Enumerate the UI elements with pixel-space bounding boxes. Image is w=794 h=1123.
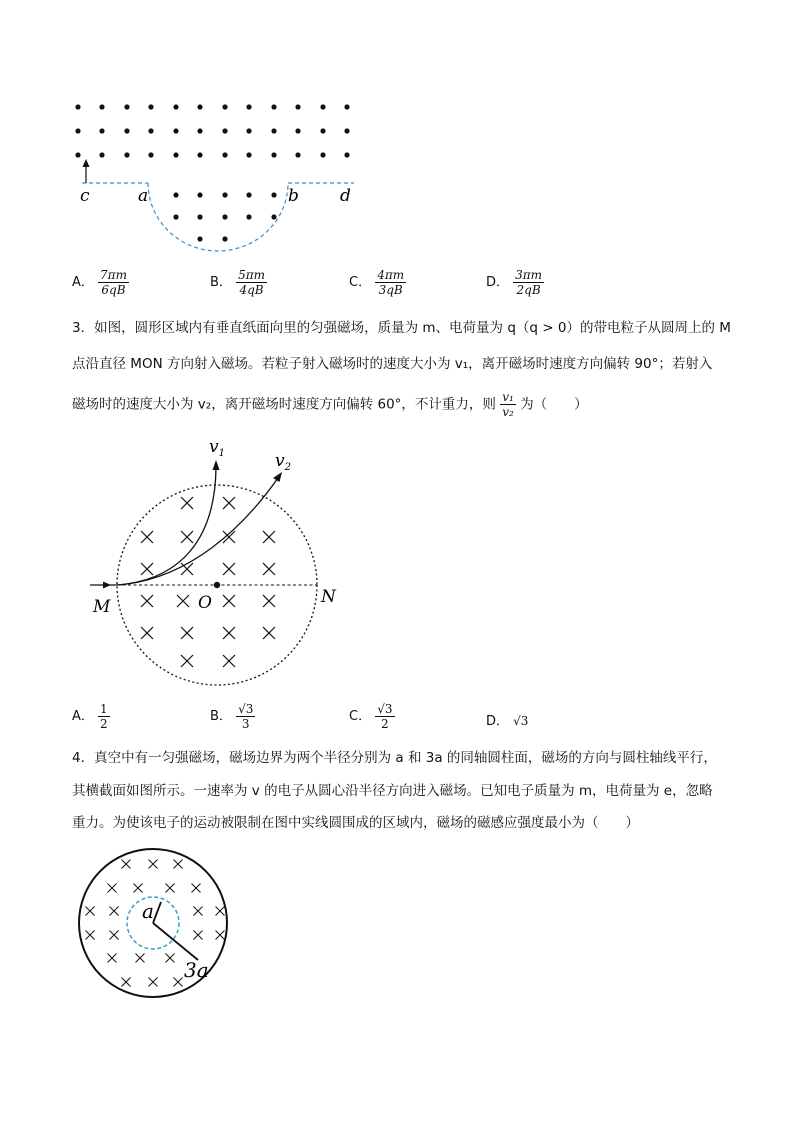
incident-arrow-head xyxy=(103,582,111,589)
field-dot xyxy=(148,128,153,133)
q2-options xyxy=(72,268,722,308)
field-dot xyxy=(99,152,104,157)
q3-line-2: 点沿直径 MON 方向射入磁场。若粒子射入磁场时的速度大小为 v₁，离开磁场时速度方向偏转 90°；若射入 xyxy=(72,356,713,372)
fig1-magnetic-field-diagram xyxy=(60,95,370,255)
field-dot xyxy=(148,152,153,157)
q3-line-3-start: 磁场时的速度大小为 v₂，离开磁场时速度方向偏转 60°，不计重力，则 xyxy=(72,396,496,413)
field-dot xyxy=(222,128,227,133)
label-a: a xyxy=(138,186,149,206)
q2-option-d[interactable] xyxy=(486,268,544,297)
field-dot xyxy=(173,152,178,157)
q4-line-2: 其横截面如图所示。一速率为 v 的电子从圆心沿半径方向进入磁场。已知电子质量为 m，电荷量为 e，忽略 xyxy=(72,783,713,799)
q3-option-d[interactable] xyxy=(486,710,528,729)
field-dot xyxy=(246,104,251,109)
field-dot xyxy=(99,104,104,109)
frac-den: 4qB xyxy=(239,283,264,297)
arrow-head-v1 xyxy=(213,460,220,470)
field-dot xyxy=(320,104,325,109)
frac-num: v₁ xyxy=(502,390,514,404)
field-dot xyxy=(197,192,202,197)
semicircle-boundary xyxy=(148,183,288,251)
q3-line-1: 3．如图，圆形区域内有垂直纸面向里的匀强磁场，质量为 m、电荷量为 q（q > 0）的带电粒子从圆周上的 M xyxy=(72,320,731,336)
q3-options xyxy=(72,702,722,742)
option-label: C． xyxy=(349,709,372,724)
center-point xyxy=(214,582,220,588)
field-dot xyxy=(197,214,202,219)
field-dot xyxy=(124,128,129,133)
label-3a: 3a xyxy=(184,958,209,982)
q2-option-a[interactable] xyxy=(72,268,129,297)
label-d: d xyxy=(340,186,351,206)
option-label: B． xyxy=(210,275,232,290)
frac-den: 6qB xyxy=(101,283,126,297)
q2-option-c[interactable] xyxy=(349,268,406,297)
label-N: N xyxy=(321,587,336,607)
field-dot xyxy=(344,104,349,109)
trajectory-v1 xyxy=(117,468,216,585)
field-dot xyxy=(344,152,349,157)
field-dot xyxy=(222,192,227,197)
field-dot xyxy=(344,128,349,133)
option-value: √3 xyxy=(513,714,529,728)
q4-line-3: 重力。为使该电子的运动被限制在图中实线圆围成的区域内，磁场的磁感应强度最小为（ ） xyxy=(72,815,639,831)
field-dot xyxy=(295,104,300,109)
fig2-circular-field-diagram xyxy=(85,430,355,695)
field-dot xyxy=(75,128,80,133)
field-dot xyxy=(320,128,325,133)
frac-num: 1 xyxy=(100,702,108,716)
q3-option-c[interactable] xyxy=(349,702,395,731)
field-dot xyxy=(197,128,202,133)
dot-field xyxy=(75,104,349,241)
arrow-head-v2 xyxy=(273,472,282,482)
field-dot xyxy=(320,152,325,157)
field-dot xyxy=(295,128,300,133)
field-dot xyxy=(246,192,251,197)
q4-line-1: 4．真空中有一匀强磁场，磁场边界为两个半径分别为 a 和 3a 的同轴圆柱面，磁场的方向与圆柱轴线平行， xyxy=(72,750,717,766)
frac-den: v₂ xyxy=(502,405,514,419)
field-dot xyxy=(271,152,276,157)
field-dot xyxy=(173,214,178,219)
field-dot xyxy=(271,192,276,197)
label-a: a xyxy=(142,899,154,923)
radius-a xyxy=(153,902,161,923)
label-b: b xyxy=(288,186,299,206)
field-dot xyxy=(148,104,153,109)
cross-field xyxy=(141,497,275,667)
field-dot xyxy=(197,236,202,241)
frac-den: 2qB xyxy=(516,283,541,297)
field-dot xyxy=(271,104,276,109)
frac-num: √3 xyxy=(377,702,393,716)
frac-num: 4πm xyxy=(377,268,405,282)
frac-num: 5πm xyxy=(238,268,265,282)
field-dot xyxy=(246,152,251,157)
field-dot xyxy=(271,214,276,219)
q3-line-3 xyxy=(72,390,588,419)
label-v1: $v_1$ xyxy=(209,437,225,459)
option-label: B． xyxy=(210,709,232,724)
q3-line-3-end: 为（ ） xyxy=(520,396,588,413)
frac-den: 2 xyxy=(100,717,108,731)
frac-den: 3 xyxy=(241,717,250,731)
field-dot xyxy=(246,214,251,219)
label-v2: $v_2$ xyxy=(275,451,291,473)
q2-option-b[interactable] xyxy=(210,268,267,297)
field-dot xyxy=(75,152,80,157)
field-dot xyxy=(222,104,227,109)
option-label: A． xyxy=(72,709,94,724)
field-dot xyxy=(295,152,300,157)
field-dot xyxy=(222,152,227,157)
field-dot xyxy=(99,128,104,133)
q3-option-a[interactable] xyxy=(72,702,110,731)
frac-den: 3qB xyxy=(378,283,403,297)
frac-num: 7πm xyxy=(100,268,127,282)
frac-den: 2 xyxy=(381,717,389,731)
frac-num: 3πm xyxy=(515,268,543,282)
field-dot xyxy=(222,236,227,241)
arrow-head xyxy=(83,159,90,167)
radius-3a xyxy=(153,923,198,960)
option-label: D． xyxy=(486,275,510,290)
field-dot xyxy=(124,152,129,157)
field-dot xyxy=(246,128,251,133)
field-dot xyxy=(75,104,80,109)
q3-option-b[interactable] xyxy=(210,702,255,731)
frac-num: √3 xyxy=(238,702,254,716)
field-dot xyxy=(173,104,178,109)
field-dot xyxy=(222,214,227,219)
option-label: D． xyxy=(486,714,510,729)
fig3-concentric-field-diagram xyxy=(72,840,252,1015)
option-label: C． xyxy=(349,275,372,290)
label-c: c xyxy=(80,186,90,206)
field-dot xyxy=(173,192,178,197)
field-dot xyxy=(197,152,202,157)
label-O: O xyxy=(198,593,212,613)
field-dot xyxy=(271,128,276,133)
label-M: M xyxy=(93,597,111,617)
field-dot xyxy=(197,104,202,109)
field-dot xyxy=(124,104,129,109)
option-label: A． xyxy=(72,275,94,290)
field-dot xyxy=(173,128,178,133)
